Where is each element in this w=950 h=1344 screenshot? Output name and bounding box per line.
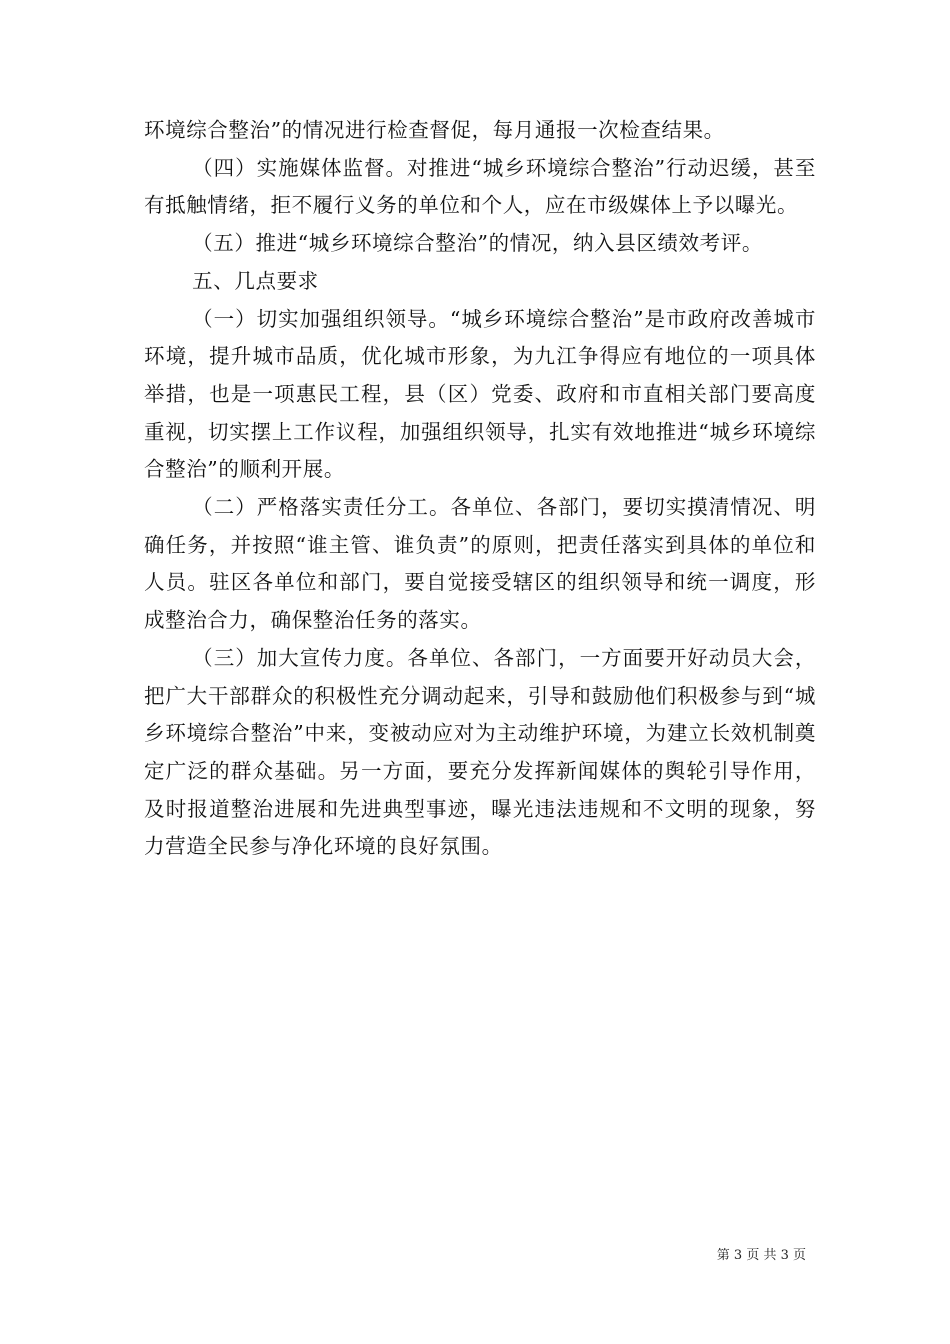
- paragraph-organization-leadership: （一）切实加强组织领导。“城乡环境综合整治”是市政府改善城市环境，提升城市品质，优化城市形象，为九江争得应有地位的一项具体举措，也是一项惠民工程，县（区）党委、政府和市直相关部门要高度重视，切实摆上工作议程，加强组织领导，扎实有效地推进“城乡环境综合整治”的顺利开展。: [144, 306, 816, 482]
- document-body: [144, 112, 816, 866]
- paragraph-performance-evaluation: （五）推进“城乡环境综合整治”的情况，纳入县区绩效考评。: [192, 231, 763, 256]
- paragraph-media-supervision: （四）实施媒体监督。对推进“城乡环境综合整治”行动迟缓，甚至有抵触情绪，拒不履行义务的单位和个人，应在市级媒体上予以曝光。: [144, 155, 816, 218]
- paragraph-continuation: 环境综合整治”的情况进行检查督促，每月通报一次检查结果。: [144, 118, 725, 142]
- section-heading-requirements: 五、几点要求: [192, 268, 319, 293]
- page-number: 第 3 页 共 3 页: [716, 1248, 806, 1263]
- paragraph-responsibility-division: （二）严格落实责任分工。各单位、各部门，要切实摸清情况、明确任务，并按照“谁主管、谁负责”的原则，把责任落实到具体的单位和人员。驻区各单位和部门，要自觉接受辖区的组织领导和统一调度，形成整治合力，确保整治任务的落实。: [144, 495, 816, 633]
- paragraph-publicity: （三）加大宣传力度。各单位、各部门，一方面要开好动员大会，把广大干部群众的积极性充分调动起来，引导和鼓励他们积极参与到“城乡环境综合整治”中来，变被动应对为主动维护环境，为建立长效机制奠定广泛的群众基础。另一方面，要充分发挥新闻媒体的舆轮引导作用，及时报道整治进展和先进典型事迹，曝光违法违规和不文明的现象，努力营造全民参与净化环境的良好氛围。: [144, 645, 816, 859]
